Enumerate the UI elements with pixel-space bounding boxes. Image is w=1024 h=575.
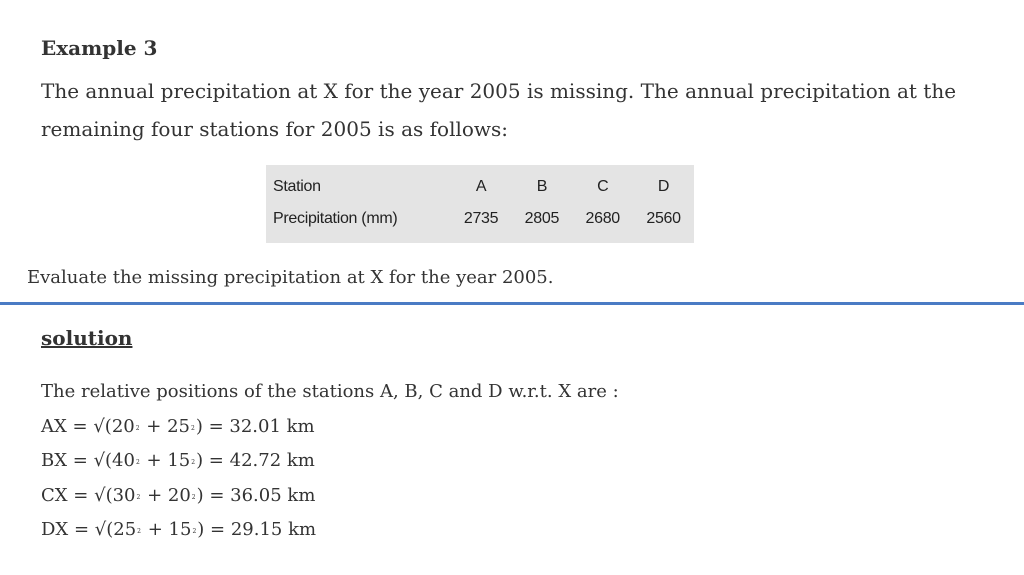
formula-text: ) = 32.01 km: [195, 415, 315, 437]
station-d: D: [657, 178, 670, 195]
exponent: 2: [135, 459, 140, 466]
exponent: 2: [191, 459, 196, 466]
exponent: 2: [192, 528, 197, 535]
formula-text: CX = √(30: [41, 484, 136, 506]
precip-d: 2560: [646, 210, 681, 227]
precip-c: 2680: [585, 210, 620, 227]
exponent: 2: [191, 493, 196, 501]
formula-text: + 15: [142, 519, 192, 540]
precip-a: 2735: [463, 210, 499, 227]
formula-text: ) = 29.15 km: [197, 519, 317, 540]
station-b: B: [536, 178, 548, 195]
solution-title: solution: [41, 326, 133, 350]
precip-b: 2805: [524, 210, 560, 227]
formula-text: AX = √(20: [41, 415, 135, 437]
table-value-row: [266, 203, 694, 235]
example-paragraph: The annual precipitation at X for the year 2005 is missing. The annual precipitation at the remaining four stations for 2005 is as follows:: [41, 79, 957, 141]
precipitation-row-label: Precipitation (mm): [273, 210, 398, 227]
table-header-row: [266, 171, 694, 203]
distance-line-ax: [41, 411, 619, 446]
formula-text: BX = √(40: [41, 450, 135, 471]
solution-intro: The relative positions of the stations A, B, C and D w.r.t. X are :: [41, 381, 619, 402]
distance-line-bx: [41, 445, 619, 480]
precipitation-table: [266, 165, 694, 243]
station-a: A: [475, 178, 487, 195]
distance-line-dx: [41, 514, 619, 549]
station-header-label: Station: [273, 178, 321, 195]
question-text: Evaluate the missing precipitation at X for the year 2005.: [27, 267, 554, 288]
solution-body: [41, 376, 619, 549]
formula-text: ) = 36.05 km: [196, 484, 316, 506]
formula-text: + 25: [140, 415, 191, 437]
example-heading: Example 3: [41, 36, 158, 60]
formula-text: + 20: [141, 484, 191, 506]
exponent: 2: [135, 424, 140, 432]
exponent: 2: [137, 528, 141, 535]
formula-text: ) = 42.72 km: [196, 450, 315, 471]
formula-text: DX = √(25: [41, 519, 137, 540]
formula-text: + 15: [140, 450, 191, 471]
section-divider: [0, 302, 1024, 305]
exponent: 2: [191, 424, 195, 432]
station-c: C: [597, 178, 609, 195]
distance-line-cx: [41, 480, 619, 515]
exponent: 2: [136, 493, 141, 501]
